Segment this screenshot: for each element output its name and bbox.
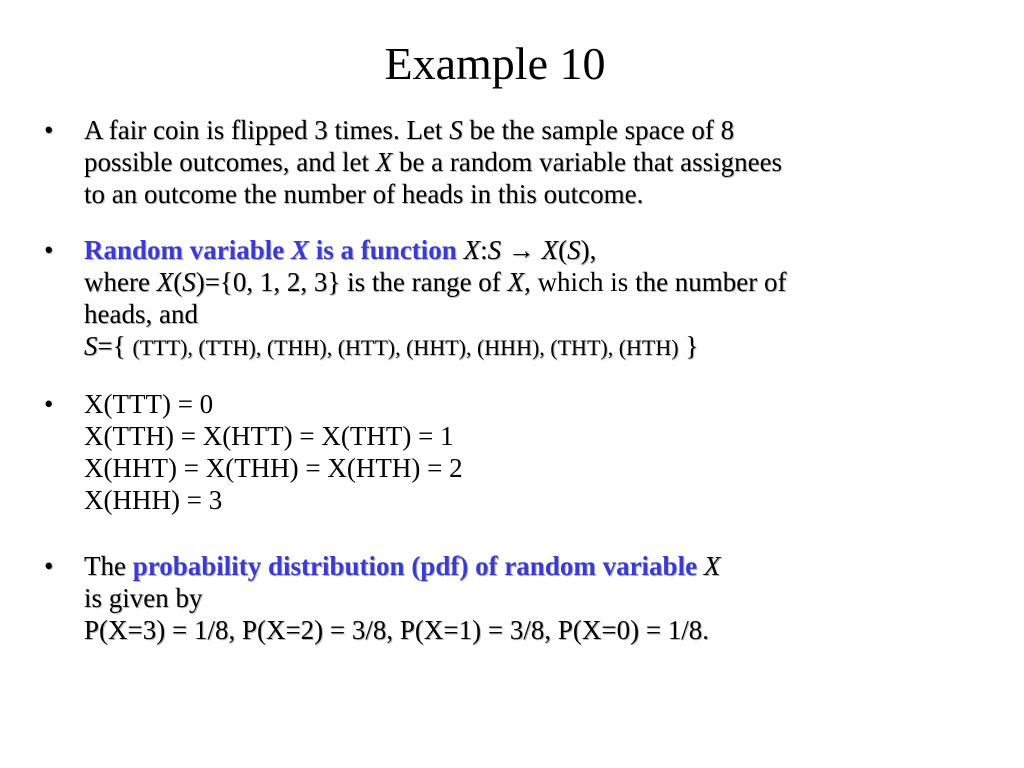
outcome-list: (TTT), (TTH), (THH), (HTT), (HHT), (HHH), (THT), (HTH) [132,335,679,360]
text-run: be a random variable that assignees [392,147,783,177]
symbol-s: S [449,115,463,145]
equation-line: X(TTH) = X(HTT) = X(THT) = 1 [84,421,454,451]
symbol-x: X [156,267,174,297]
symbol-s: S [182,267,196,297]
symbol-x: X [375,147,393,177]
text-line [84,550,984,582]
text-run: ( [558,235,568,265]
text-line [84,266,984,298]
text-run: : [480,235,488,265]
equation-line: X(HHT) = X(THH) = X(HTH) = 2 [84,453,463,483]
arrow-symbol: → [501,235,542,265]
text-run: the number of [635,267,787,297]
symbol-s: S [567,235,581,265]
bullet-icon: • [44,389,54,419]
text-run: be the sample space of 8 [462,115,735,145]
text-line: heads, and [84,299,198,329]
text-run: ), [580,235,597,265]
highlight-text: is a function [309,235,464,265]
equation-line: X(TTT) = 0 [84,389,214,419]
bullet-item-mapping [44,388,984,516]
bullet-item-distribution [44,550,984,646]
text-line [84,234,984,266]
text-run: } [678,331,699,361]
slide-title: Example 10 [384,38,606,89]
symbol-x: X [463,235,481,265]
text-run: ( [173,267,183,297]
text-run: possible outcomes, and let [84,147,376,177]
text-line [84,114,984,146]
text-line [84,146,984,178]
equation-line: X(HHH) = 3 [84,485,223,515]
symbol-s: S [84,331,98,361]
bullet-item-random-variable [44,234,984,364]
symbol-s: S [487,235,502,265]
highlight-text: probability distribution (pdf) of random variable [132,551,704,581]
bullet-list [44,114,984,646]
text-run: which is [530,267,636,297]
symbol-x: X [291,235,310,265]
highlight-text: Random variable [84,235,292,265]
symbol-x: X [703,551,721,581]
symbol-x: X, [507,267,531,297]
text-line [84,330,984,364]
text-run: )={0, 1, 2, 3} is the range of [195,267,508,297]
text-line: is given by [84,583,203,613]
bullet-icon: • [44,551,54,581]
text-run: A fair coin is flipped 3 times. Let [84,115,450,145]
text-run: where [84,267,157,297]
text-run: ={ [97,331,133,361]
bullet-icon: • [44,235,54,265]
equation-line: P(X=3) = 1/8, P(X=2) = 3/8, P(X=1) = 3/8, P(X=0) = 1/8. [84,615,710,645]
text-line: to an outcome the number of heads in this outcome. [84,179,644,209]
symbol-x: X [541,235,559,265]
bullet-item-coin-flip [44,114,984,210]
text-run: The [84,551,133,581]
bullet-icon: • [44,115,54,145]
